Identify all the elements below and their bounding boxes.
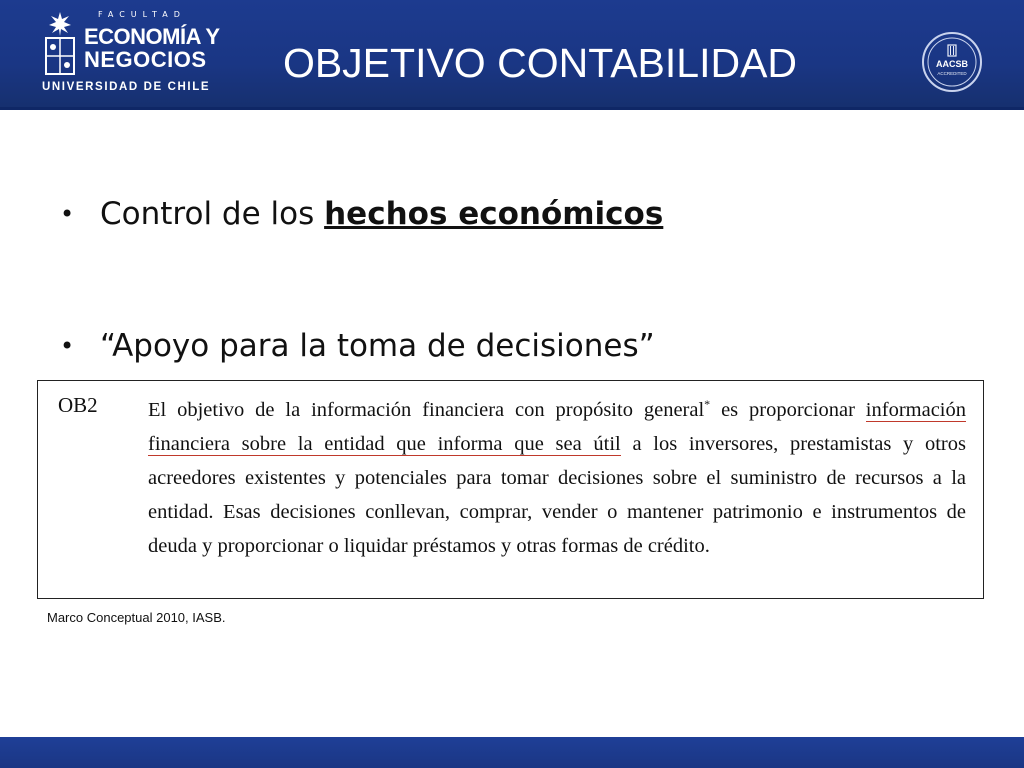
aacsb-label: AACSB bbox=[935, 59, 969, 69]
slide-footer-bar bbox=[0, 737, 1024, 768]
university-logo bbox=[40, 10, 220, 98]
bullet-item bbox=[60, 320, 960, 372]
quote-box bbox=[37, 380, 984, 599]
bullet-dot-icon: • bbox=[60, 200, 75, 228]
slide-title: OBJETIVO CONTABILIDAD bbox=[282, 40, 798, 86]
quote-highlighted: información financiera sobre la entidad que informa que sea útil bbox=[148, 399, 966, 455]
faculty-label: FACULTAD bbox=[98, 10, 186, 19]
bullet-list bbox=[60, 188, 960, 372]
slide-header bbox=[0, 0, 1024, 110]
bullet-text: “Apoyo para la toma de decisiones” bbox=[100, 328, 655, 364]
bullet-item bbox=[60, 188, 960, 240]
quote-part-3: a los inversores, prestamistas y otros acreedores existentes y potenciales para tomar decisiones sobre el suministro de recursos a la entidad. Esas decisiones conllevan, comprar, vender o mantener patrimonio e instrumentos de deuda y proporcionar o liquidar préstamos y otras formas de crédito. bbox=[148, 433, 966, 557]
quote-part-1: El objetivo de la información financiera con propósito general bbox=[148, 399, 705, 421]
bullet-emphasis: hechos económicos bbox=[324, 196, 664, 232]
university-crest-icon bbox=[40, 10, 80, 80]
quote-text bbox=[148, 393, 966, 563]
economia-label: ECONOMÍA Y bbox=[84, 24, 220, 49]
quote-part-2: es proporcionar bbox=[710, 399, 866, 421]
aacsb-accredited-label: ACCREDITED bbox=[937, 71, 967, 76]
bullet-text: Control de los bbox=[100, 196, 325, 232]
source-citation: Marco Conceptual 2010, IASB. bbox=[47, 610, 226, 625]
negocios-label: NEGOCIOS bbox=[84, 47, 207, 72]
footnote-mark: * bbox=[704, 397, 711, 412]
university-label: UNIVERSIDAD DE CHILE bbox=[42, 81, 211, 93]
bullet-dot-icon: • bbox=[60, 332, 75, 360]
aacsb-accredited-icon bbox=[921, 31, 983, 93]
paragraph-code: OB2 bbox=[58, 393, 98, 417]
